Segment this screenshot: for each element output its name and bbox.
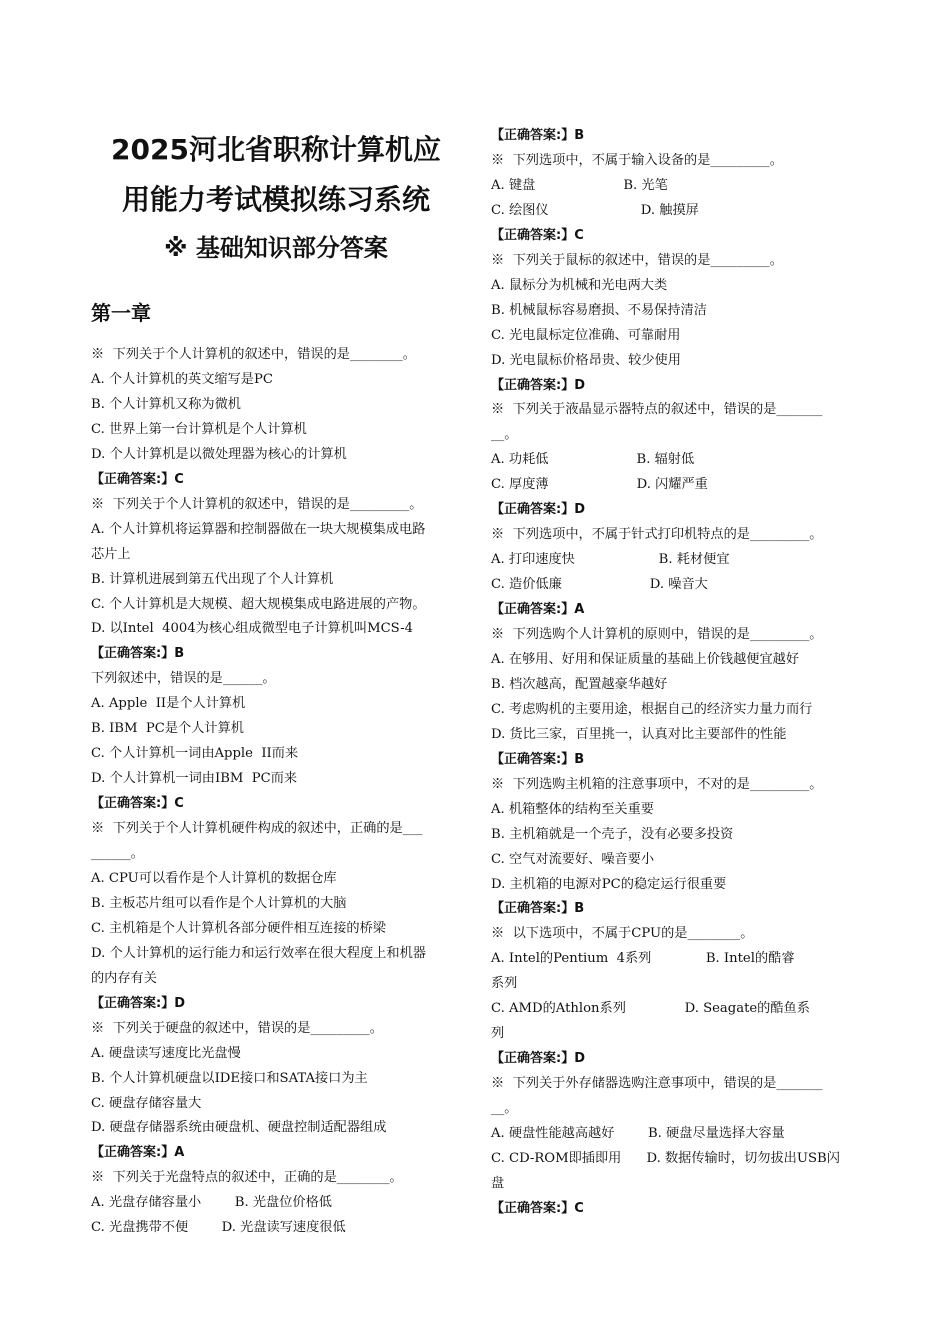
answer-line: 【正确答案:】C (491, 1200, 584, 1216)
answer-line: 【正确答案:】C (91, 796, 184, 812)
question-line: C. 世界上第一台计算机是个人计算机 (91, 421, 307, 437)
question-line: 的内存有关 (91, 970, 157, 986)
question-line: A. 键盘 B. 光笔 (491, 177, 668, 193)
answer-line: 【正确答案:】C (491, 227, 584, 243)
chapter-heading: 第一章 (91, 301, 151, 325)
question-line: B. 主机箱就是一个壳子，没有必要多投资 (491, 826, 734, 842)
answer-line: 【正确答案:】A (491, 602, 585, 618)
answer-line: 【正确答案:】A (91, 1145, 185, 1161)
question-line: ※ 下列关于液晶显示器特点的叙述中，错误的是_______ (491, 402, 823, 418)
answer-line: 【正确答案:】B (491, 901, 585, 917)
question-line: C. 空气对流要好、噪音要小 (491, 851, 655, 867)
question-line: ※ 下列关于硬盘的叙述中，错误的是_________。 (91, 1020, 383, 1036)
question-line: C. 主机箱是个人计算机各部分硬件相互连接的桥梁 (91, 920, 386, 936)
question-line: A. 硬盘读写速度比光盘慢 (91, 1045, 241, 1061)
question-line: ※ 下列关于光盘特点的叙述中，正确的是________。 (91, 1170, 403, 1186)
answer-line: 【正确答案:】D (491, 502, 585, 518)
question-line: C. 厚度薄 D. 闪耀严重 (491, 477, 708, 493)
question-line: ※ 下列关于外存储器选购注意事项中，错误的是_______ (491, 1076, 823, 1092)
question-line: C. 造价低廉 D. 噪音大 (491, 577, 708, 593)
question-line: ※ 下列选购个人计算机的原则中，错误的是_________。 (491, 627, 823, 642)
question-line: ※ 下列关于个人计算机硬件构成的叙述中，正确的是___ (91, 821, 423, 837)
question-line: ※ 下列选购主机箱的注意事项中，不对的是_________。 (491, 776, 823, 792)
title-line-1: 2025河北省职称计算机应 (111, 133, 441, 166)
question-line: D. 个人计算机的运行能力和运行效率在很大程度上和机器 (91, 945, 426, 961)
question-line: B. 机械鼠标容易磨损、不易保持清洁 (491, 302, 707, 318)
question-line: 系列 (491, 976, 518, 992)
question-line: C. 光电鼠标定位准确、可靠耐用 (491, 327, 681, 343)
question-line: A. CPU可以看作是个人计算机的数据仓库 (91, 870, 337, 886)
question-line: ※ 下列选项中，不属于针式打印机特点的是_________。 (491, 527, 823, 543)
question-line: C. 光盘携带不便 D. 光盘读写速度很低 (91, 1220, 346, 1236)
question-line: D. 货比三家，百里挑一，认真对比主要部件的性能 (491, 726, 787, 742)
answer-line: 【正确答案:】D (491, 377, 585, 393)
question-line: A. Intel的Pentium 4系列 B. Intel的酷睿 (491, 951, 795, 967)
question-line: A. 鼠标分为机械和光电两大类 (491, 277, 668, 293)
question-line: ※ 下列关于个人计算机的叙述中，错误的是________。 (91, 347, 416, 362)
question-line: A. 个人计算机将运算器和控制器做在一块大规模集成电路 (91, 521, 426, 537)
question-line: D. 个人计算机一词由IBM PC而来 (91, 771, 298, 787)
answer-line: 【正确答案:】B (91, 646, 185, 662)
question-line: ※ 下列关于个人计算机的叙述中，错误的是_________。 (91, 496, 423, 512)
question-line: __。 (491, 1101, 518, 1117)
question-line: B. 计算机进展到第五代出现了个人计算机 (91, 571, 334, 587)
question-line: B. 档次越高，配置越豪华越好 (491, 676, 668, 692)
question-line: A. 在够用、好用和保证质量的基础上价钱越便宜越好 (491, 651, 800, 667)
question-line: A. 功耗低 B. 辐射低 (491, 452, 695, 468)
question-line: C. 个人计算机一词由Apple II而来 (91, 746, 299, 762)
question-line: 下列叙述中，错误的是______。 (91, 671, 276, 687)
question-line: A. 硬盘性能越高越好 B. 硬盘尽量选择大容量 (491, 1126, 785, 1141)
question-line: D. 主机箱的电源对PC的稳定运行很重要 (491, 876, 727, 892)
answer-line: 【正确答案:】C (91, 471, 184, 487)
question-line: D. 硬盘存储器系统由硬盘机、硬盘控制适配器组成 (91, 1120, 387, 1136)
question-line: ______。 (91, 846, 144, 861)
answer-line: 【正确答案:】D (491, 1051, 585, 1067)
question-line: C. CD-ROM即插即用 D. 数据传输时，切勿拔出USB闪 (491, 1150, 840, 1166)
question-line: B. 个人计算机硬盘以IDE接口和SATA接口为主 (91, 1070, 368, 1086)
question-line: ※ 下列关于鼠标的叙述中，错误的是_________。 (491, 252, 783, 268)
question-line: 列 (491, 1026, 505, 1042)
answer-line: 【正确答案:】B (491, 128, 585, 143)
question-line: C. 硬盘存储容量大 (91, 1095, 202, 1111)
question-line: ※ 下列选项中，不属于输入设备的是_________。 (491, 152, 783, 168)
question-line: 盘 (491, 1175, 505, 1191)
title-line-3: ※ 基础知识部分答案 (164, 234, 388, 262)
answer-line: 【正确答案:】D (91, 995, 185, 1011)
question-line: __。 (491, 427, 518, 443)
question-line: A. 打印速度快 B. 耗材便宜 (491, 552, 730, 568)
question-line: 芯片上 (91, 546, 131, 562)
question-line: A. 光盘存储容量小 B. 光盘位价格低 (91, 1195, 332, 1211)
question-line: C. 个人计算机是大规模、超大规模集成电路进展的产物。 (91, 596, 426, 612)
question-line: A. 机箱整体的结构至关重要 (491, 801, 654, 817)
question-line: D. 个人计算机是以微处理器为核心的计算机 (91, 446, 347, 462)
question-line: B. 个人计算机又称为微机 (91, 396, 241, 412)
question-line: C. 考虑购机的主要用途，根据自己的经济实力量力而行 (491, 701, 813, 717)
question-line: ※ 以下选项中，不属于CPU的是________。 (491, 926, 754, 942)
answer-line: 【正确答案:】B (491, 751, 585, 767)
question-line: C. 绘图仪 D. 触摸屏 (491, 202, 699, 218)
question-line: A. 个人计算机的英文缩写是PC (91, 371, 273, 387)
question-line: A. Apple II是个人计算机 (91, 696, 246, 712)
question-line: C. AMD的Athlon系列 D. Seagate的酷鱼系 (491, 1001, 810, 1017)
question-line: B. IBM PC是个人计算机 (91, 721, 244, 737)
question-line: D. 光电鼠标价格昂贵、较少使用 (491, 352, 681, 368)
question-line: B. 主板芯片组可以看作是个人计算机的大脑 (91, 895, 347, 911)
title-line-2: 用能力考试模拟练习系统 (121, 183, 430, 216)
question-line: D. 以Intel 4004为核心组成微型电子计算机叫MCS-4 (91, 621, 414, 637)
